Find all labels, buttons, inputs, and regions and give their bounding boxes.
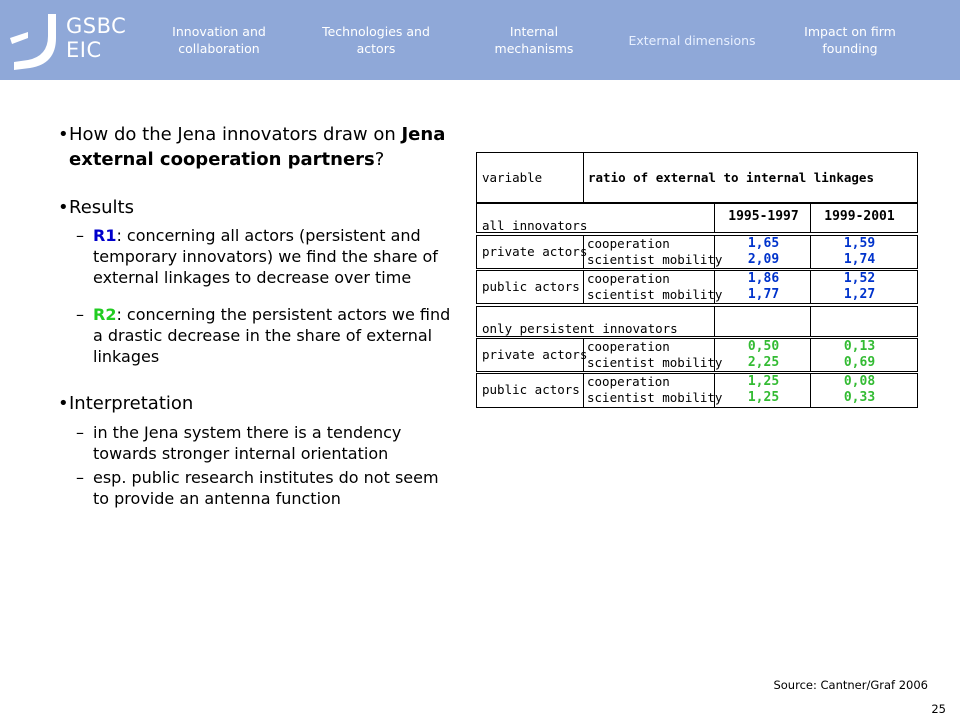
period-1999-2001: 1999-2001 [824,209,895,224]
header-ratio: ratio of external to internal linkages [588,170,874,185]
bullet-interpretation: • Interpretation [58,393,194,414]
header-variable: variable [482,170,543,185]
group-all-innovators-label: all innovators [482,218,588,233]
interpretation-item-1: – in the Jena system there is a tendency towards stronger internal orientation [76,423,402,463]
interpretation-item-2: – esp. public research institutes do not seem to provide an antenna function [76,468,439,508]
result-r1: – R1: concerning all actors (persistent and temporary innovators) we find the share of external linkages to decrease over time [76,226,438,287]
page-number: 25 [931,702,946,716]
nav-innovation-collaboration[interactable]: Innovation and collaboration [172,24,266,56]
logo-line2: EIC [66,38,102,62]
content-bullets [58,122,458,509]
result-r2: – R2: concerning the persistent actors we find a drastic decrease in the share of external linkages [76,305,451,366]
source-note: Source: Cantner/Graf 2006 [773,678,928,692]
logo-line1: GSBC [66,14,127,38]
nav-impact-firm-founding[interactable]: Impact on firm founding [804,24,896,56]
logo-mark-icon [4,8,64,72]
header-bar [0,0,960,80]
nav-technologies-actors[interactable]: Technologies and actors [322,24,430,56]
bullet-question: • How do the Jena innovators draw on Jena external cooperation partners? [58,124,446,170]
period-1995-1997: 1995-1997 [728,209,799,224]
nav-internal-mechanisms[interactable]: Internal mechanisms [494,24,574,56]
bullet-results: • Results [58,197,134,218]
group-persistent-innovators-label: only persistent innovators [482,321,678,336]
gsbc-eic-logo [0,0,140,80]
nav-external-dimensions[interactable]: External dimensions [628,32,756,48]
